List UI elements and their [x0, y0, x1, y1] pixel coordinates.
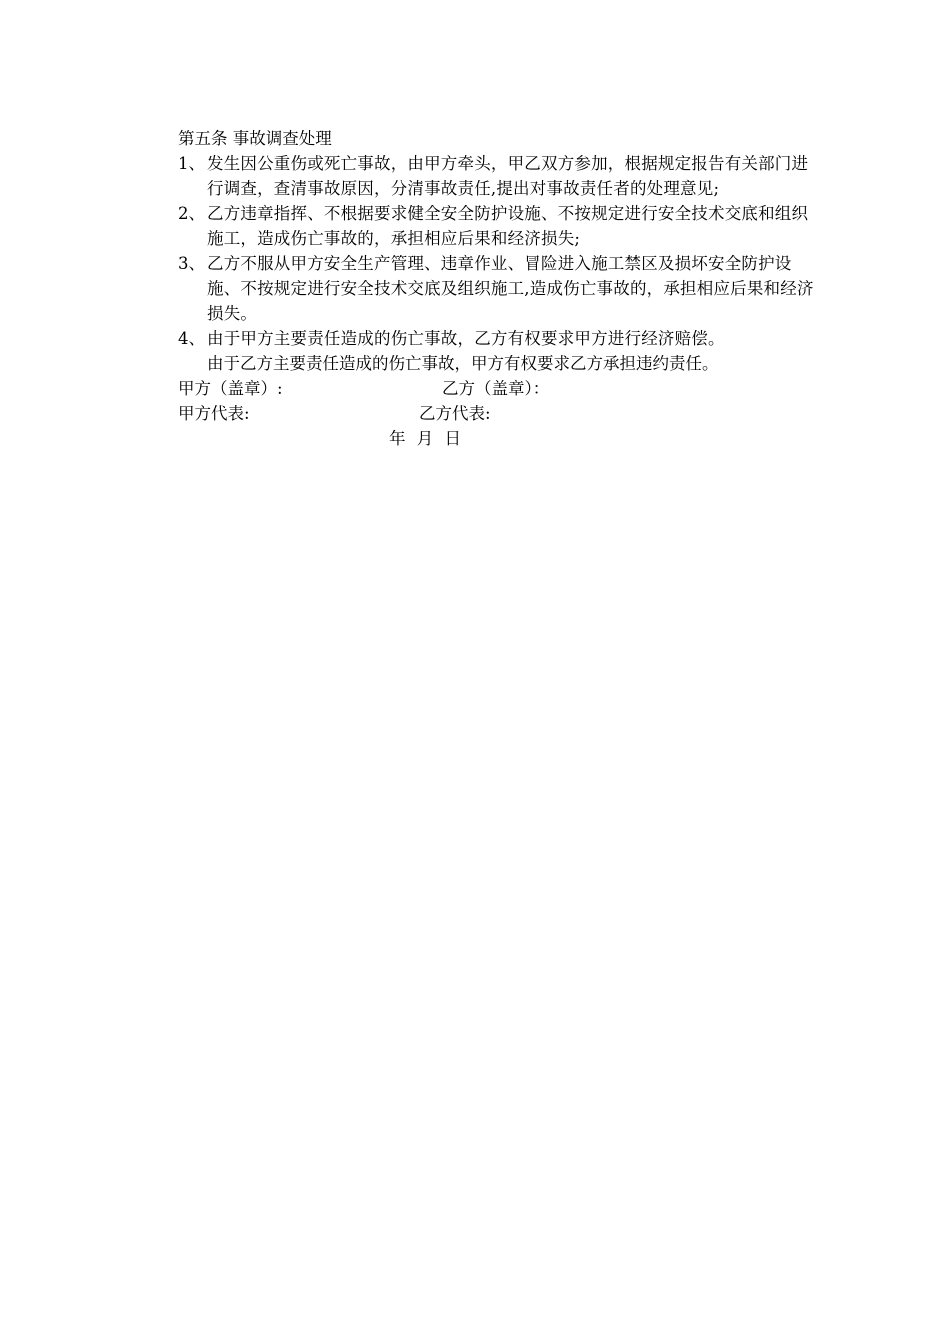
document-body [178, 126, 818, 451]
list-item-number: 4、 [178, 329, 205, 348]
list-item [178, 251, 818, 326]
list-item [178, 326, 818, 351]
list-item-number: 3、 [178, 254, 205, 273]
party-a-rep-label: 甲方代表: [178, 404, 250, 423]
seal-row [178, 376, 818, 401]
date-row [178, 426, 818, 451]
list-item [178, 201, 818, 251]
list-item-number: 1、 [178, 154, 205, 173]
party-a-seal-label: 甲方（盖章）: [178, 379, 283, 398]
list-item-text: 乙方违章指挥、不根据要求健全安全防护设施、不按规定进行安全技术交底和组织施工，造成伤亡事故的，承担相应后果和经济损失; [207, 204, 809, 248]
list-item-text: 乙方不服从甲方安全生产管理、违章作业、冒险进入施工禁区及损坏安全防护设施、不按规定进行安全技术交底及组织施工,造成伤亡事故的，承担相应后果和经济损失。 [207, 254, 814, 323]
party-b-seal-label: 乙方（盖章）： [442, 379, 550, 398]
list-item-number: 2、 [178, 204, 205, 223]
party-b-rep-label: 乙方代表: [419, 404, 491, 423]
list-item-continuation: 由于乙方主要责任造成的伤亡事故，甲方有权要求乙方承担违约责任。 [207, 354, 719, 373]
list-item-text: 由于甲方主要责任造成的伤亡事故，乙方有权要求甲方进行经济赔偿。 [207, 329, 725, 348]
list-item [178, 151, 818, 201]
list-item-text: 发生因公重伤或死亡事故，由甲方牵头，甲乙双方参加，根据规定报告有关部门进行调查，查清事故原因，分清事故责任,提出对事故责任者的处理意见; [207, 154, 809, 198]
section-heading: 第五条 事故调查处理 [178, 129, 332, 148]
date-label: 年 月 日 [389, 429, 461, 448]
representative-row [178, 401, 818, 426]
